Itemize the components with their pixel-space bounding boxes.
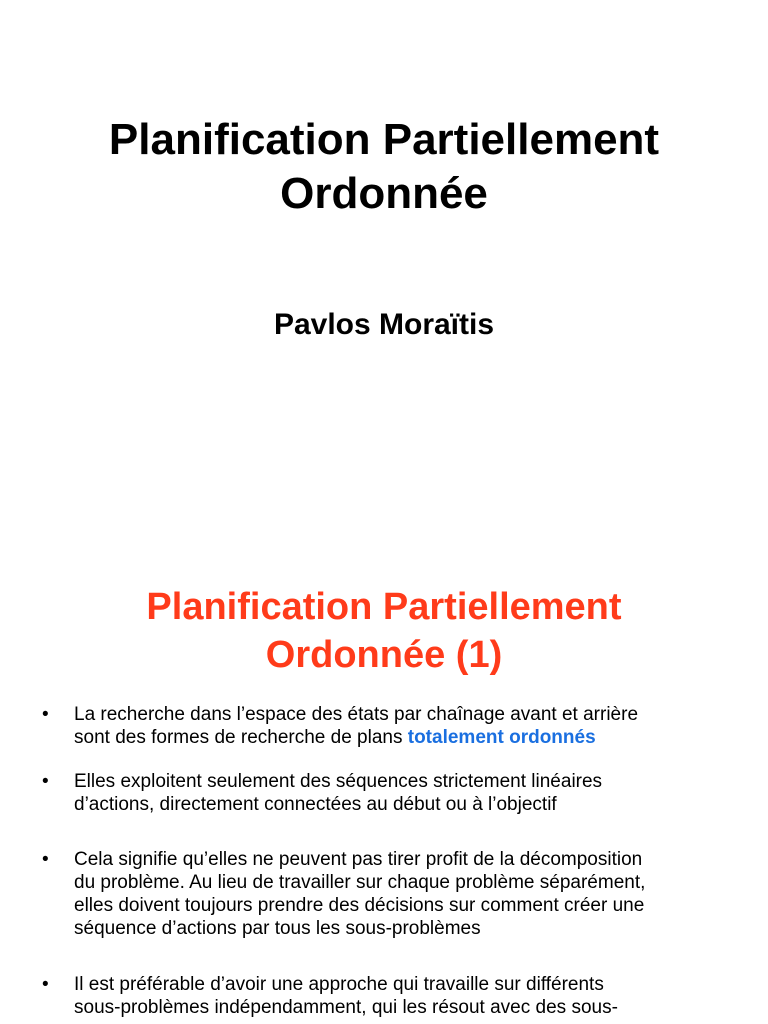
bullet-3-line-1: Cela signifie qu’elles ne peuvent pas tirer profit de la décomposition <box>74 849 643 870</box>
bullet-marker: • <box>42 771 49 792</box>
bullet-item <box>0 770 768 816</box>
bullet-item <box>0 703 768 749</box>
bullet-list <box>0 703 768 1019</box>
bullet-3-line-4: séquence d’actions par tous les sous-problèmes <box>74 918 481 939</box>
bullet-2-line-1: Elles exploitent seulement des séquences strictement linéaires <box>74 771 603 792</box>
slide-1-title <box>0 113 768 221</box>
bullet-1-line-2 <box>74 726 728 749</box>
bullet-marker: • <box>42 704 49 725</box>
bullet-4-line-2: sous-problèmes indépendamment, qui les résout avec des sous- <box>74 997 618 1018</box>
slide-2-title <box>0 583 768 679</box>
bullet-2-line-2: d’actions, directement connectées au début ou à l’objectif <box>74 794 557 815</box>
bullet-marker: • <box>42 974 49 995</box>
bullet-1-line-1: La recherche dans l’espace des états par chaînage avant et arrière <box>74 704 639 725</box>
bullet-1-line-2-text: sont des formes de recherche de plans <box>74 727 408 748</box>
slide-2-title-line-1: Planification Partiellement <box>146 586 622 628</box>
bullet-4-line-1: Il est préférable d’avoir une approche qui travaille sur différents <box>74 974 604 995</box>
slide-1-title-line-2: Ordonnée <box>280 169 488 218</box>
author-name: Pavlos Moraïtis <box>273 308 495 341</box>
bullet-marker: • <box>42 849 49 870</box>
slide-1-title-line-1: Planification Partiellement <box>108 115 660 164</box>
highlighted-term: totalement ordonnés <box>407 727 596 748</box>
slide-2-title-line-2: Ordonnée (1) <box>265 634 503 676</box>
bullet-item <box>0 973 768 1019</box>
content-slide <box>0 560 768 1024</box>
bullet-3-line-3: elles doivent toujours prendre des décisions sur comment créer une <box>74 895 645 916</box>
bullet-3-line-2: du problème. Au lieu de travailler sur chaque problème séparément, <box>74 872 646 893</box>
bullet-item <box>0 848 768 940</box>
